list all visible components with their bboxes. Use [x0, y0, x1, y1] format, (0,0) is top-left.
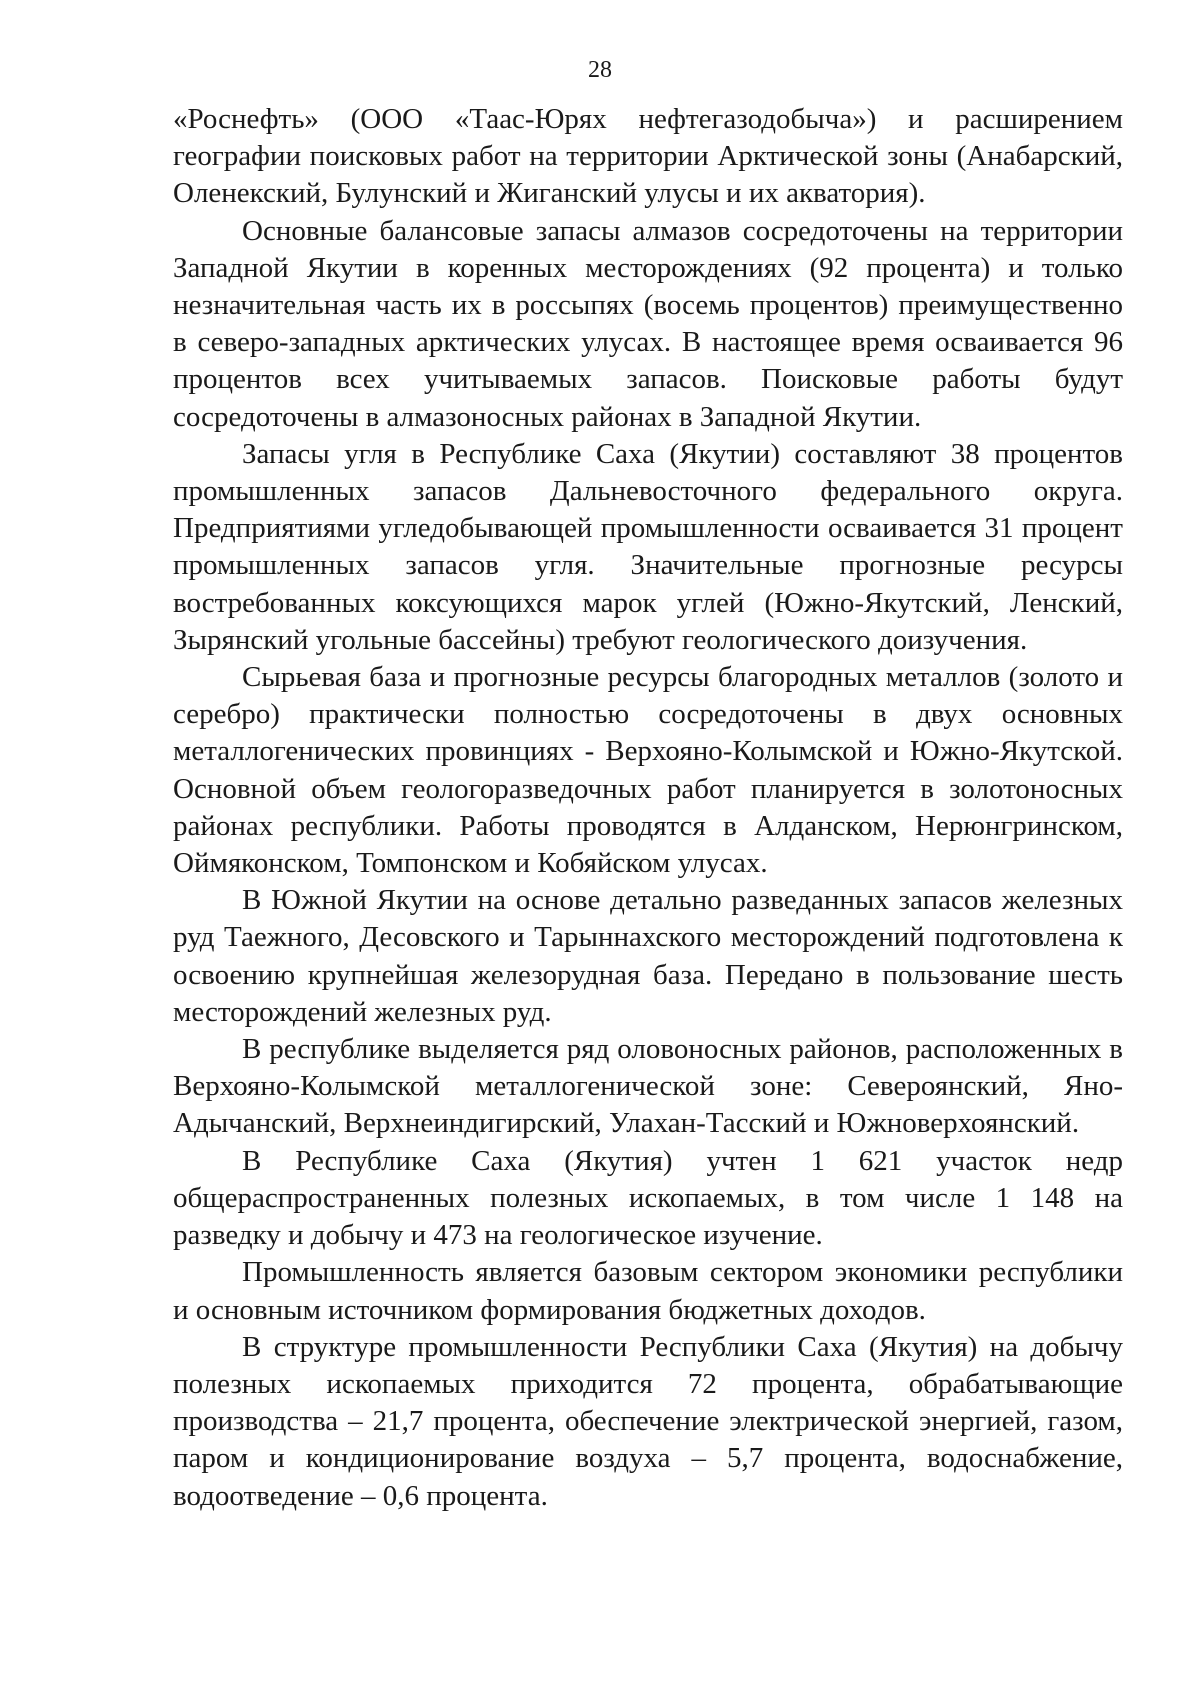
paragraph-subsoil-plots: В Республике Саха (Якутия) учтен 1 621 участок недр общераспространенных полезных ископаемых, в том числе 1 148 на разведку и добычу и 473 на геологическое изучение. — [173, 1144, 1123, 1252]
paragraph-diamonds: Основные балансовые запасы алмазов сосредоточены на территории Западной Якутии в коренных месторождениях (92 процента) и только незначительная часть их в россыпях (восемь процентов) преимущественно в северо-западных арктических улусах. В настоящее время осваивается 96 процентов всех учитываемых запасов. Поисковые работы будут сосредоточены в алмазоносных районах в Западной Якутии. — [173, 214, 1123, 433]
paragraph-tin: В республике выделяется ряд оловоносных районов, расположенных в Верхояно-Колымской металлогенической зоне: Североянский, Яно-Адычанский, Верхнеиндигирский, Улахан-Тасский и Южноверхоянский. — [173, 1033, 1123, 1140]
paragraph-continuation: «Роснефть» (ООО «Таас-Юрях нефтегазодобыча») и расширением географии поисковых работ на территории Арктической зоны (Анабарский, Оленекский, Булунский и Жиганский улусы и их акватория). — [173, 103, 1123, 210]
body-text — [173, 101, 1123, 1515]
paragraph-iron-ore: В Южной Якутии на основе детально разведанных запасов железных руд Таежного, Десовского и Тарыннахского месторождений подготовлена к освоению крупнейшая железорудная база. Передано в пользование шесть месторождений железных руд. — [173, 884, 1123, 1028]
paragraph-industry-structure: В структуре промышленности Республики Саха (Якутия) на добычу полезных ископаемых приходится 72 процента, обрабатывающие производства – 21,7 процента, обеспечение электрической энергией, газом, паром и кондиционирование воздуха – 5,7 процента, водоснабжение, водоотведение – 0,6 процента. — [173, 1330, 1123, 1512]
paragraph-coal: Запасы угля в Республике Саха (Якутии) составляют 38 процентов промышленных запасов Дальневосточного федерального округа. Предприятиями угледобывающей промышленности осваивается 31 процент промышленных запасов угля. Значительные прогнозные ресурсы востребованных коксующихся марок углей (Южно-Якутский, Ленский, Зырянский угольные бассейны) требуют геологического доизучения. — [173, 437, 1123, 656]
paragraph-industry-base: Промышленность является базовым сектором экономики республики и основным источником формирования бюджетных доходов. — [173, 1256, 1123, 1326]
page-number: 28 — [588, 57, 612, 83]
paragraph-precious-metals: Сырьевая база и прогнозные ресурсы благородных металлов (золото и серебро) практически полностью сосредоточены в двух основных металлогенических провинциях - Верхояно-Колымской и Южно-Якутской. Основной объем геологоразведочных работ планируется в золотоносных районах республики. Работы проводятся в Алданском, Нерюнгринском, Оймяконском, Томпонском и Кобяйском улусах. — [173, 661, 1123, 880]
